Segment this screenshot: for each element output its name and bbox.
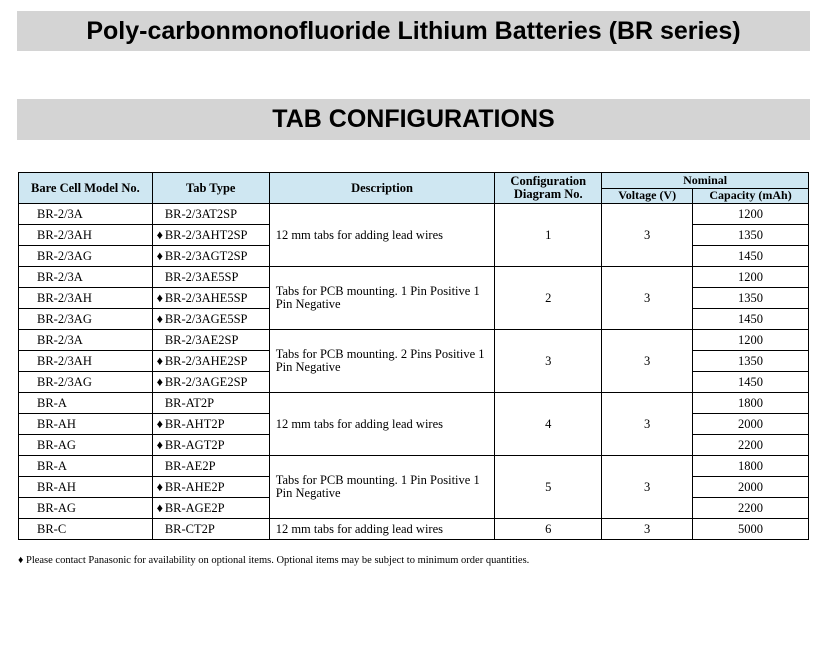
nominal-capacity: 2000 [693, 414, 809, 435]
tab-type-cell [152, 498, 269, 519]
nominal-voltage: 3 [602, 456, 693, 519]
config-diagram-no: 1 [495, 204, 602, 267]
nominal-capacity: 1350 [693, 288, 809, 309]
optional-mark-icon: ♦ [156, 290, 163, 305]
tab-type-cell [152, 519, 269, 540]
nominal-voltage: 3 [602, 519, 693, 540]
nominal-voltage: 3 [602, 393, 693, 456]
bare-cell-model: BR-2/3AH [19, 288, 153, 309]
nominal-capacity: 1200 [693, 267, 809, 288]
tab-type: BR-2/3AT2SP [164, 206, 238, 221]
nominal-capacity: 2200 [693, 435, 809, 456]
optional-mark-icon: ♦ [156, 353, 163, 368]
bare-cell-model: BR-2/3AG [19, 372, 153, 393]
tab-type-cell [152, 351, 269, 372]
header-capacity: Capacity (mAh) [693, 188, 809, 204]
table-row [19, 204, 809, 225]
tab-type: BR-AHT2P [164, 416, 225, 431]
bare-cell-model: BR-A [19, 456, 153, 477]
table-row [19, 393, 809, 414]
header-nominal: Nominal [602, 173, 809, 189]
nominal-voltage: 3 [602, 267, 693, 330]
description: Tabs for PCB mounting. 2 Pins Positive 1 Pin Negative [269, 330, 495, 393]
header-bare-cell: Bare Cell Model No. [19, 173, 153, 204]
optional-mark-icon: ♦ [156, 500, 163, 515]
config-diagram-no: 2 [495, 267, 602, 330]
nominal-capacity: 1450 [693, 246, 809, 267]
description: 12 mm tabs for adding lead wires [269, 393, 495, 456]
tab-type: BR-2/3AGE5SP [164, 311, 248, 326]
bare-cell-model: BR-A [19, 393, 153, 414]
tab-type-cell [152, 309, 269, 330]
config-diagram-no: 6 [495, 519, 602, 540]
tab-type: BR-2/3AGT2SP [164, 248, 248, 263]
nominal-capacity: 1800 [693, 393, 809, 414]
nominal-capacity: 1450 [693, 309, 809, 330]
optional-mark-icon: ♦ [156, 437, 163, 452]
section-title: TAB CONFIGURATIONS [17, 99, 810, 140]
tab-type: BR-2/3AE2SP [164, 332, 239, 347]
tab-type-cell [152, 330, 269, 351]
bare-cell-model: BR-2/3AH [19, 351, 153, 372]
table-row [19, 456, 809, 477]
nominal-capacity: 1200 [693, 204, 809, 225]
optional-mark-icon: ♦ [156, 416, 163, 431]
header-config-diagram: Configuration Diagram No. [495, 173, 602, 204]
nominal-capacity: 1200 [693, 330, 809, 351]
config-diagram-no: 3 [495, 330, 602, 393]
tab-type-cell [152, 393, 269, 414]
bare-cell-model: BR-2/3A [19, 267, 153, 288]
tab-type-cell [152, 414, 269, 435]
description: 12 mm tabs for adding lead wires [269, 204, 495, 267]
tab-type-cell [152, 225, 269, 246]
optional-mark-icon: ♦ [156, 374, 163, 389]
tab-type-cell [152, 204, 269, 225]
bare-cell-model: BR-2/3A [19, 204, 153, 225]
tab-type-cell [152, 456, 269, 477]
table-row [19, 330, 809, 351]
optional-mark-icon: ♦ [156, 311, 163, 326]
tab-type: BR-2/3AE5SP [164, 269, 239, 284]
bare-cell-model: BR-AG [19, 498, 153, 519]
description: Tabs for PCB mounting. 1 Pin Positive 1 Pin Negative [269, 267, 495, 330]
page-title: Poly-carbonmonofluoride Lithium Batteries (BR series) [17, 11, 810, 51]
bare-cell-model: BR-2/3A [19, 330, 153, 351]
tab-type-cell [152, 435, 269, 456]
tab-type: BR-2/3AHT2SP [164, 227, 248, 242]
header-tab-type: Tab Type [152, 173, 269, 204]
config-diagram-no: 4 [495, 393, 602, 456]
nominal-capacity: 5000 [693, 519, 809, 540]
nominal-capacity: 1350 [693, 225, 809, 246]
bare-cell-model: BR-AG [19, 435, 153, 456]
tab-type-cell [152, 267, 269, 288]
bare-cell-model: BR-AH [19, 477, 153, 498]
nominal-voltage: 3 [602, 204, 693, 267]
optional-mark-icon: ♦ [156, 248, 163, 263]
tab-type-cell [152, 288, 269, 309]
tab-type: BR-2/3AHE2SP [164, 353, 248, 368]
table-row [19, 267, 809, 288]
description: Tabs for PCB mounting. 1 Pin Positive 1 Pin Negative [269, 456, 495, 519]
footnote: ♦ Please contact Panasonic for availability on optional items. Optional items may be subject to minimum order quantities. [18, 555, 530, 566]
tab-type-cell [152, 477, 269, 498]
config-diagram-no: 5 [495, 456, 602, 519]
header-description: Description [269, 173, 495, 204]
header-voltage: Voltage (V) [602, 188, 693, 204]
tab-type: BR-AT2P [164, 395, 215, 410]
table-body [19, 204, 809, 540]
tab-type: BR-AGE2P [164, 500, 225, 515]
nominal-voltage: 3 [602, 330, 693, 393]
tab-type: BR-CT2P [164, 521, 215, 536]
nominal-capacity: 2200 [693, 498, 809, 519]
tab-type: BR-AGT2P [164, 437, 225, 452]
nominal-capacity: 1800 [693, 456, 809, 477]
tab-type-cell [152, 246, 269, 267]
bare-cell-model: BR-2/3AG [19, 246, 153, 267]
optional-mark-icon: ♦ [156, 227, 163, 242]
bare-cell-model: BR-AH [19, 414, 153, 435]
tab-type: BR-2/3AHE5SP [164, 290, 248, 305]
nominal-capacity: 1450 [693, 372, 809, 393]
table-row [19, 519, 809, 540]
bare-cell-model: BR-C [19, 519, 153, 540]
nominal-capacity: 2000 [693, 477, 809, 498]
tab-type: BR-AHE2P [164, 479, 225, 494]
tab-type-cell [152, 372, 269, 393]
nominal-capacity: 1350 [693, 351, 809, 372]
tab-type: BR-2/3AGE2SP [164, 374, 248, 389]
bare-cell-model: BR-2/3AG [19, 309, 153, 330]
optional-mark-icon: ♦ [156, 479, 163, 494]
bare-cell-model: BR-2/3AH [19, 225, 153, 246]
description: 12 mm tabs for adding lead wires [269, 519, 495, 540]
tab-configurations-table [18, 172, 809, 540]
tab-type: BR-AE2P [164, 458, 216, 473]
